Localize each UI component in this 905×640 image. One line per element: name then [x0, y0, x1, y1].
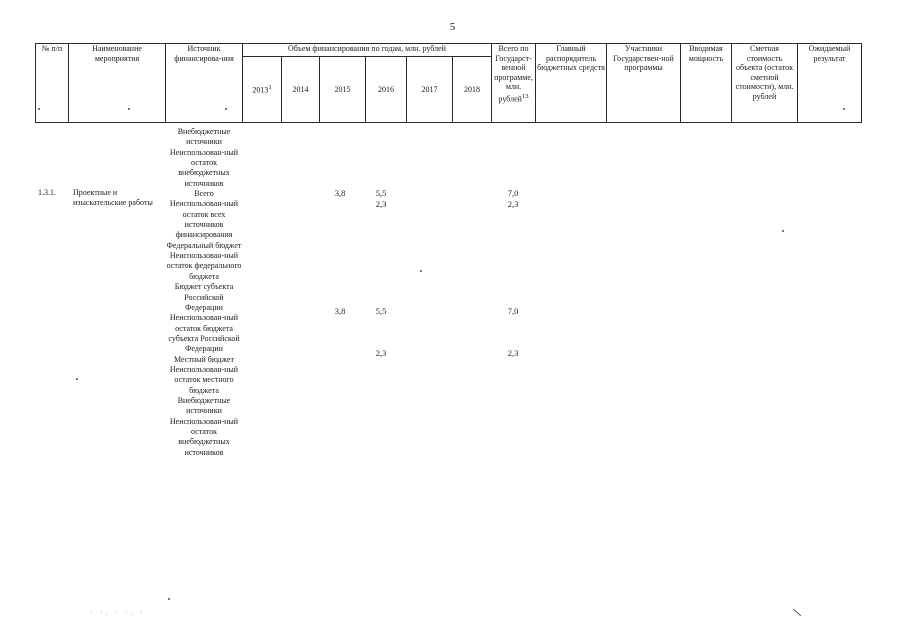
source-top-extrabudget-unused: Неиспользован-ный остаток внебюджетных источников [169, 147, 239, 188]
header-result: Ожидаемый результат [798, 44, 862, 123]
header-year-2014: 2014 [282, 57, 320, 123]
header-year-2013 [243, 57, 282, 123]
year-2013-label: 2013 [252, 86, 269, 96]
header-total-footnote: 13 [521, 92, 529, 100]
source-all-unused: Неиспользован-ный остаток всех источников финансирования [169, 199, 239, 240]
source-total: Всего [194, 189, 214, 199]
source-federal-unused: Неиспользован-ный остаток федерального бюджета [166, 251, 242, 281]
year-2013-footnote: 1 [268, 84, 272, 92]
header-source: Источник финансирова-ния [166, 44, 243, 123]
source-region: Бюджет субъекта Российской Федерации [174, 282, 234, 312]
scan-speck [168, 598, 170, 600]
header-total-text: Всего по Государст-венной программе, млн. рублей [494, 44, 533, 104]
value-region-2015: 3,8 [334, 306, 346, 316]
scan-speck [225, 108, 227, 110]
page-number: 5 [449, 21, 456, 33]
source-local-unused: Неиспользован-ный остаток местного бюджета [169, 364, 239, 395]
funding-sources-column [165, 127, 243, 458]
scan-speck [76, 378, 78, 380]
table-header [35, 43, 862, 123]
item-name: Проектные и изыскательские работы [73, 188, 153, 208]
header-name: Наименование мероприятия [69, 44, 166, 123]
source-federal: Федеральный бюджет [166, 240, 242, 250]
header-year-2016: 2016 [366, 57, 407, 123]
value-total-sum: 7,0 [507, 188, 519, 198]
header-estimate: Сметная стоимость объекта (остаток сметной стоимости), млн. рублей [732, 44, 798, 123]
scan-mark [793, 609, 801, 616]
value-total-2016: 5,5 [375, 188, 387, 198]
header-num: № п/п [36, 44, 69, 123]
value-unused-2016: 2,3 [375, 199, 387, 209]
source-region-unused: Неиспользован-ный остаток бюджета субъекта Российской Федерации [168, 313, 240, 354]
source-local: Местный бюджет [174, 354, 234, 364]
source-extrabudget-unused: Неиспользован-ный остаток внебюджетных источников [169, 416, 239, 457]
scan-speck [38, 108, 40, 110]
scan-noise: · ·. · ·. · [90, 609, 146, 617]
header-year-2018: 2018 [453, 57, 492, 123]
header-year-2017: 2017 [407, 57, 453, 123]
scan-speck [782, 230, 784, 232]
scan-speck [843, 108, 845, 110]
header-total [492, 44, 536, 123]
scan-speck [128, 108, 130, 110]
source-extrabudget: Внебюджетные источники [177, 395, 231, 416]
value-unused-sum: 2,3 [507, 199, 519, 209]
item-number: 1.3.1. [38, 188, 56, 197]
header-year-2015: 2015 [320, 57, 366, 123]
header-participants: Участники Государствен-ной программы [607, 44, 681, 123]
source-top-extrabudget: Внебюджетные источники [177, 127, 231, 147]
value-region-unused-sum: 2,3 [507, 348, 519, 358]
value-region-2016: 5,5 [375, 306, 387, 316]
header-capacity: Вводимая мощность [681, 44, 732, 123]
value-region-unused-2016: 2,3 [375, 348, 387, 358]
value-region-sum: 7,0 [507, 306, 519, 316]
scan-speck [420, 270, 422, 272]
header-years-group: Объем финансирования по годам, млн. рублей [243, 44, 492, 57]
header-manager: Главный распорядитель бюджетных средств [536, 44, 607, 123]
value-total-2015: 3,8 [334, 188, 346, 198]
